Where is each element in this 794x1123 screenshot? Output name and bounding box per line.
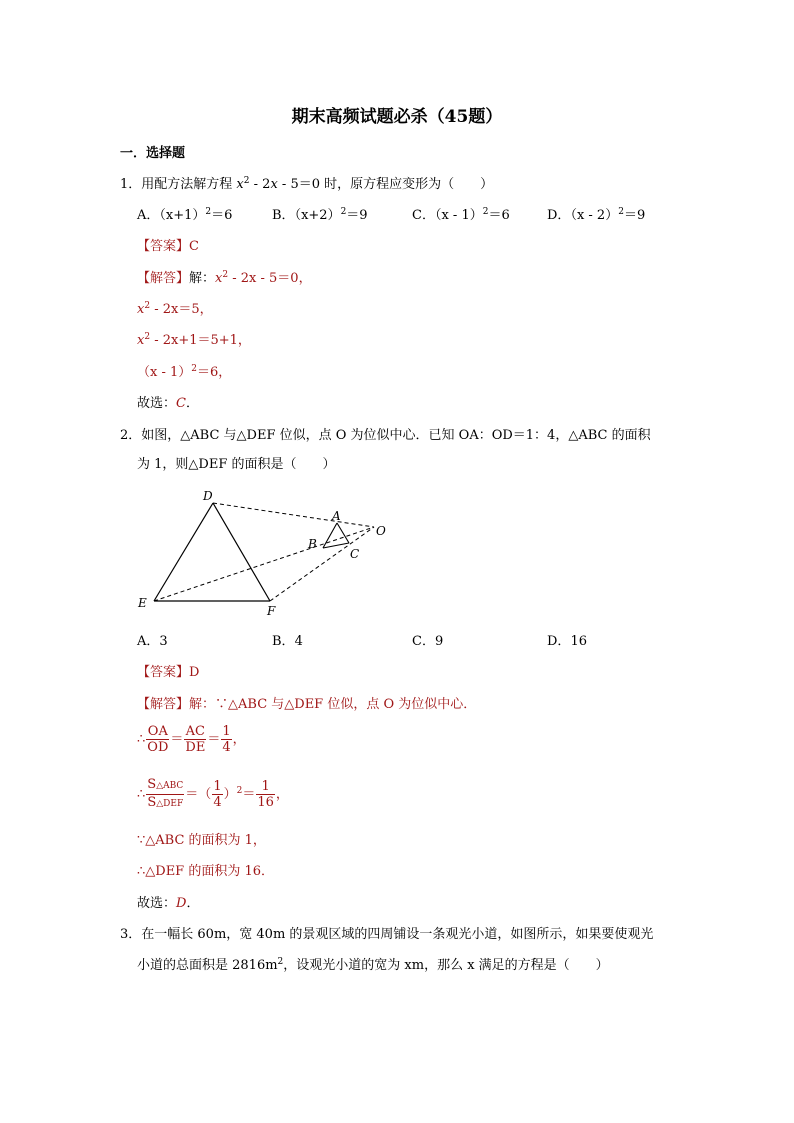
label-c: C [350,547,360,561]
ray-fo [270,527,374,601]
q2-stem-line1: 2．如图，△ABC 与△DEF 位似，点 O 为位似中心．已知 OA：OD＝1：4，△ABC 的面积 [120,428,651,443]
q1-solution-line1: 【解答】解：$x^2 - 2x - 5=0$， [137,270,312,286]
q1-option-a: A．$(x+1)^2=6$ [137,207,233,223]
label-a: A [332,509,341,523]
q2-option-d: D．16 [547,634,587,649]
page-title: 期末高频试题必杀（45题） [291,107,503,127]
q2-figure [130,485,400,620]
edge-de [154,503,213,601]
edge-df [213,503,270,601]
label-e: E [138,596,147,610]
ray-do [213,503,374,527]
label-d: D [203,489,213,503]
q1-solution-line2: $x^2 - 2x=5$， [137,301,213,317]
label-f: F [267,604,276,618]
q2-option-b: B．4 [272,634,303,649]
label-o: O [376,524,386,538]
q3-stem-line2: 小道的总面积是 $2816m^2$，设观光小道的宽为 xm，那么 x 满足的方程是（ ） [137,957,609,973]
q1-solution-line4: （x - 1）$^2$＝6， [137,364,232,380]
q1-option-c: C．（x - 1）$^2$＝6 [412,207,510,223]
label-b: B [308,537,317,551]
edge-ab [323,523,337,548]
q2-choose: 故选：D． [137,896,200,911]
section-heading: 一．选择题 [120,146,186,161]
q1-stem: 1．用配方法解方程 $x^2 - 2x - 5=0$ 时，原方程应变形为（ ） [120,176,494,192]
q2-ratio-line: ∴ $\frac{OA}{OD}$ ＝ $\frac{AC}{DE}$ ＝ $\frac{1}{4}$ ， [137,724,246,755]
q1-option-d: D．（x - 2）$^2$＝9 [547,207,646,223]
q1-solution-line3: $x^2 - 2x+1=5+1$， [137,332,251,348]
q2-because-line: ∵△ABC 的面积为 1， [137,833,266,848]
q3-stem-line1: 3．在一幅长 60m，宽 40m 的景观区域的四周铺设一条观光小道，如图所示，如果要使观光 [120,927,654,942]
q2-option-a: A．3 [137,634,168,649]
q2-stem-line2: 为 1，则△DEF 的面积是（ ） [137,457,336,472]
q2-option-c: C．9 [412,634,444,649]
q1-option-b: B．$(x+2)^2=9$ [272,207,368,223]
q2-area-ratio-line: ∴ $\frac{\text{S△ABC}}{\text{S△DEF}}$ ＝（ $\frac{1}{4}$ ）$^2$＝ $\frac{1}{16}$ ， [137,777,289,810]
q1-choose: 故选：C． [137,396,199,411]
q2-solution-line1: 【解答】解：∵△ABC 与△DEF 位似，点 O 为位似中心． [137,697,477,712]
q1-answer: 【答案】C [137,239,199,254]
q2-therefore-line: ∴△DEF 的面积为 16． [137,864,275,879]
edge-ac [337,523,349,543]
q2-answer: 【答案】D [137,665,200,680]
